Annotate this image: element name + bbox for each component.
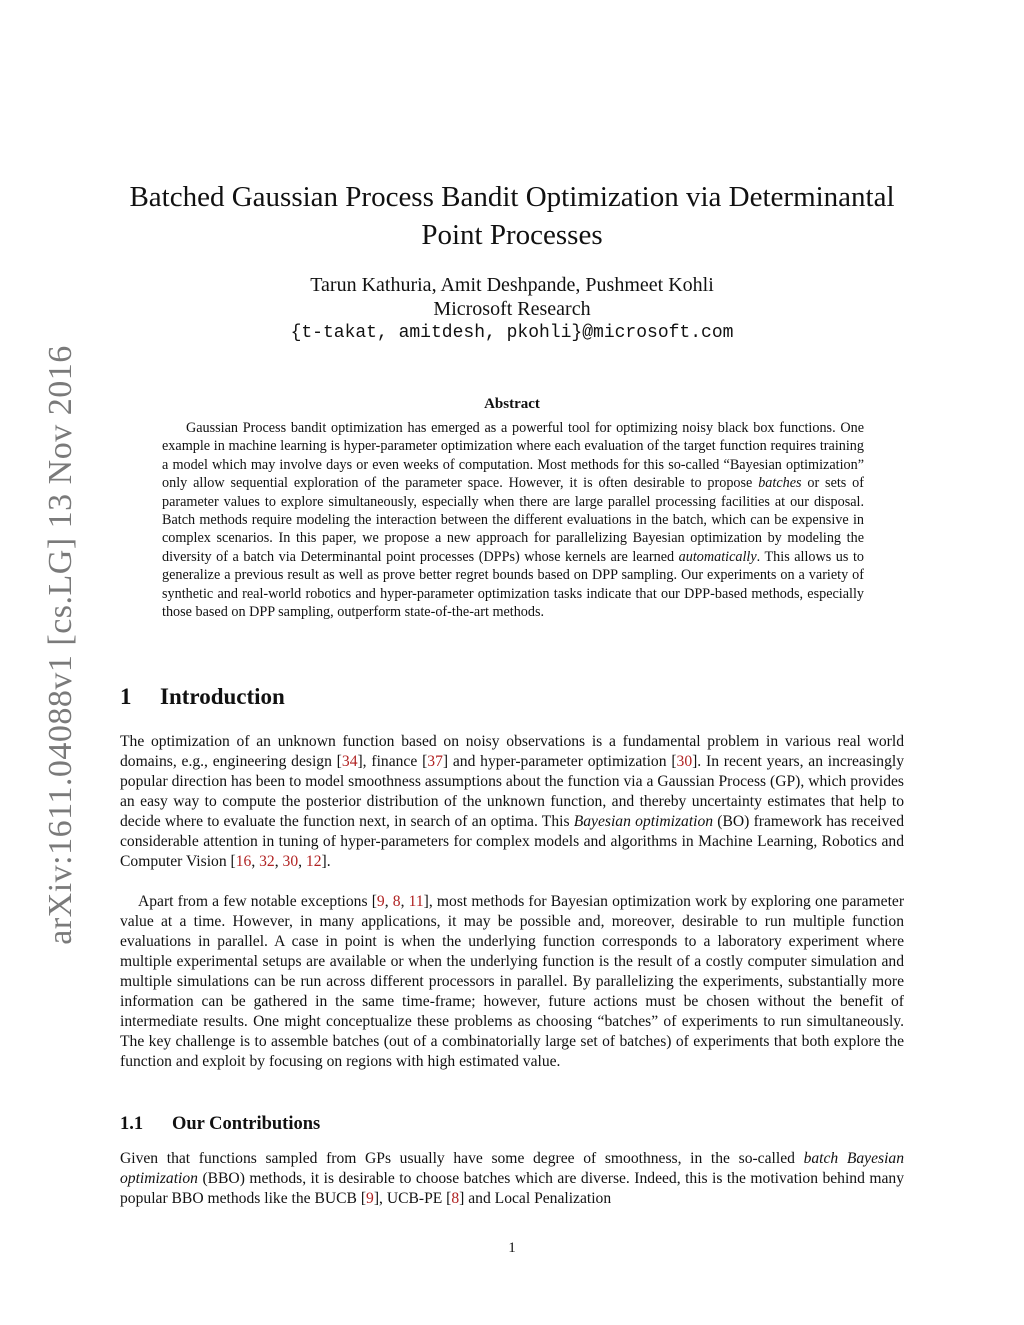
text: , xyxy=(384,893,393,910)
citation-link[interactable]: 34 xyxy=(341,753,358,770)
text: , xyxy=(400,893,409,910)
text: ] and Local Penalization xyxy=(459,1190,612,1207)
page-number: 1 xyxy=(508,1240,516,1256)
citation-link[interactable]: 11 xyxy=(408,893,424,910)
citation-link[interactable]: 8 xyxy=(451,1190,460,1207)
text: ]. In recent years, an increasingly popular direction has been to model smoothness assumptions about the function via a Gaussian Process (GP), which provides an easy way to compute the posterior distribution of the unknown function, and thereby uncertainty estimates that help to decide where to evaluate the function next, in search of an optima. This xyxy=(120,753,905,830)
intro-paragraph-2 xyxy=(120,892,904,1072)
citation-link[interactable]: 8 xyxy=(392,893,401,910)
section-title: Our Contributions xyxy=(172,1114,321,1134)
author-names: Tarun Kathuria, Amit Deshpande, Pushmeet Kohli xyxy=(310,274,714,296)
citation-link[interactable]: 9 xyxy=(366,1190,374,1207)
abstract-emphasis: batches xyxy=(758,475,802,492)
text: Given that functions sampled from GPs usually have some degree of smoothness, in the so-called xyxy=(120,1150,804,1167)
text: , xyxy=(298,853,306,870)
arxiv-identifier: arXiv:1611.04088v1 [cs.LG] 13 Nov 2016 xyxy=(42,345,79,945)
abstract-emphasis: automatically xyxy=(678,548,757,565)
text: ], finance [ xyxy=(357,753,428,770)
paper-title: Batched Gaussian Process Bandit Optimization via Determinantal Point Processes xyxy=(129,181,895,251)
text: (BO) framework has received considerable attention in tuning of hyper-parameters for complex models and algorithms in Machine Learning, Robotics and Computer Vision [ xyxy=(120,813,904,870)
text: The optimization of an unknown function based on noisy observations is a fundamental problem in various real world domains, e.g., engineering design [ xyxy=(120,733,904,770)
section-number: 1.1 xyxy=(120,1114,144,1134)
abstract-text xyxy=(162,419,864,621)
emphasis: batch Bayesian optimization xyxy=(120,1150,905,1187)
citation-link[interactable]: 16 xyxy=(235,853,252,870)
citation-link[interactable]: 30 xyxy=(676,753,693,770)
abstract-heading: Abstract xyxy=(484,396,540,412)
author-block xyxy=(110,273,914,345)
citation-link[interactable]: 9 xyxy=(376,893,385,910)
citation-link[interactable]: 37 xyxy=(427,753,443,770)
affiliation: Microsoft Research xyxy=(433,298,591,320)
section-title: Introduction xyxy=(160,684,285,709)
citation-link[interactable]: 32 xyxy=(259,853,275,870)
intro-paragraph-1 xyxy=(120,732,904,872)
abstract-text-part: or sets of parameter values to explore simultaneously, especially when there are large parallel processing facilities at our disposal. Batch methods require modeling the interaction between the different evaluations in the batch, which can be expensive in complex scenarios. In this paper, we propose a new approach for parallelizing Bayesian optimization by modeling the diversity of a batch via Determinantal point processes (DPPs) whose kernels are learned xyxy=(162,475,865,565)
citation-link[interactable]: 30 xyxy=(282,853,299,870)
text: , xyxy=(274,853,283,870)
text: Apart from a few notable exceptions [ xyxy=(138,893,377,910)
text: ], UCB-PE [ xyxy=(373,1190,452,1207)
section-heading-contributions xyxy=(120,1114,320,1135)
contributions-paragraph xyxy=(120,1149,904,1209)
abstract-text-part: . This allows us to generalize a previous result as well as prove better regret bounds based on DPP sampling. Our experiments on a variety of synthetic and real-world robotics and hyper-parameter optimization tasks indicate that our DPP-based methods, especially those based on DPP sampling, outperform state-of-the-art methods. xyxy=(162,548,864,621)
author-emails: {t-takat, amitdesh, pkohli}@microsoft.com xyxy=(290,323,734,343)
text: (BBO) methods, it is desirable to choose batches which are diverse. Indeed, this is the motivation behind many popular BBO methods like the BUCB [ xyxy=(120,1170,904,1207)
citation-link[interactable]: 12 xyxy=(305,853,322,870)
section-heading-introduction xyxy=(120,684,285,710)
emphasis: Bayesian optimization xyxy=(573,813,714,830)
text: ], most methods for Bayesian optimization work by exploring one parameter value at a time. However, in many applications, it may be possible and, moreover, desirable to run multiple function evaluations in parallel. A case in point is when the underlying function corresponds to a laboratory experiment where multiple experimental setups are available or when the underlying function is the result of a costly computer simulation and multiple simulations can be run across different processors in parallel. By parallelizing the experiments, substantially more information can be gathered in the same time-frame; however, future actions must be chosen without the benefit of intermediate results. One might conceptualize these problems as choosing “batches” of experiments to run simultaneously. The key challenge is to assemble batches (out of a combinatorially large set of batches) of experiments that both explore the function and exploit by focusing on regions with high estimated value. xyxy=(120,893,905,1070)
text: ] and hyper-parameter optimization [ xyxy=(442,753,677,770)
text: , xyxy=(251,853,260,870)
section-number: 1 xyxy=(120,684,132,709)
abstract-text-part: Gaussian Process bandit optimization has emerged as a powerful tool for optimizing noisy black box functions. One example in machine learning is hyper-parameter optimization where each evaluation of the target function requires training a model which may involve days or even weeks of computation. Most methods for this so-called “Bayesian optimization” only allow sequential exploration of the parameter space. However, it is often desirable to propose xyxy=(162,420,864,492)
text: ]. xyxy=(321,853,331,870)
